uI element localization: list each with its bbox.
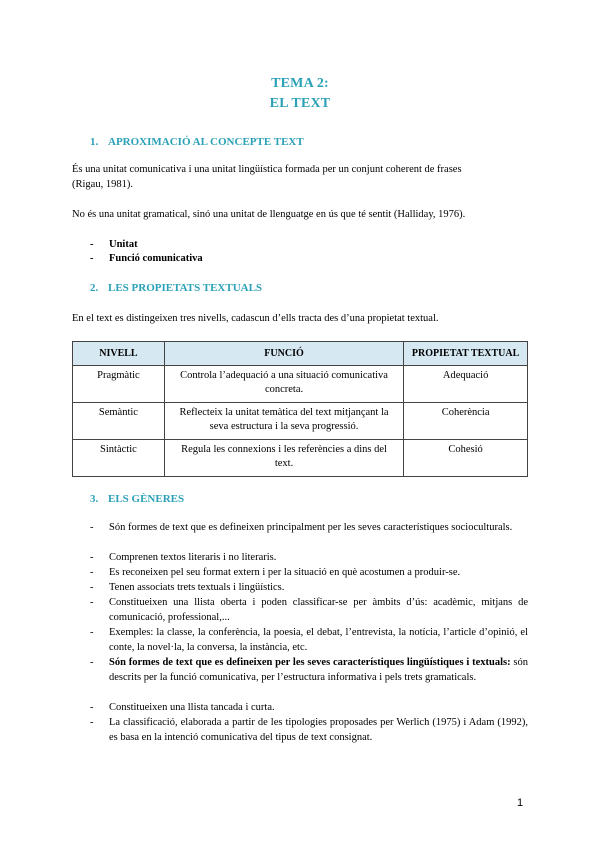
section-1-title: APROXIMACIÓ AL CONCEPTE TEXT: [108, 136, 304, 148]
list-item: [90, 565, 528, 580]
section-2-title: LES PROPIETATS TEXTUALS: [108, 282, 263, 294]
table-row: [73, 403, 528, 440]
bullet-dash: -: [90, 567, 94, 578]
cell-funcio: Controla l’adequació a una situació comunicativa concreta.: [164, 366, 403, 403]
table-row: [73, 440, 528, 477]
section-1-paragraph-1-line-2: (Rigau, 1981).: [72, 179, 133, 190]
bullet-dash: -: [90, 522, 94, 533]
properties-table: [72, 341, 528, 477]
table-row: [73, 366, 528, 403]
section-1-paragraph-1-line-1: És una unitat comunicativa i una unitat lingüística formada per un conjunt coherent de frases: [72, 164, 462, 175]
cell-nivell: Semàntic: [73, 403, 165, 440]
section-2-heading: [90, 282, 262, 294]
list-item: [90, 550, 528, 565]
list-item-text: Constitueixen una llista tancada i curta.: [109, 702, 275, 713]
document-subtitle: EL TEXT: [269, 96, 331, 111]
bullet-dash: -: [90, 253, 94, 264]
bullet-dash: -: [90, 717, 94, 728]
section-3-heading: [90, 493, 184, 505]
cell-propietat: Adequació: [404, 366, 528, 403]
column-header-nivell: NIVELL: [73, 342, 165, 366]
section-1-paragraph-1: [72, 162, 528, 192]
page-number: 1: [517, 797, 524, 809]
list-item-text: Es reconeixen pel seu format extern i per la situació en què acostumen a produir-se.: [109, 567, 461, 578]
list-item: [90, 715, 528, 745]
bullet-dash: -: [90, 702, 94, 713]
section-3-title: ELS GÈNERES: [108, 493, 185, 505]
bullet-dash: -: [90, 597, 94, 608]
section-2-intro: En el text es distingeixen tres nivells, cadascun d’ells tracta des d’una propietat textual.: [72, 313, 439, 324]
cell-funcio: Reflecteix la unitat temàtica del text mitjançant la seva estructura i la seva progressió.: [164, 403, 403, 440]
bullet-dash: -: [90, 582, 94, 593]
list-item-text: Unitat: [109, 239, 138, 250]
list-item-rest-text: són descrits per la funció comunicativa, per l’estructura informativa i pels trets gramaticals.: [109, 657, 528, 683]
section-1-heading: [90, 136, 304, 148]
bullet-dash: -: [90, 239, 94, 250]
list-item-text: Constitueixen una llista oberta i poden classificar-se per àmbits d’ús: acadèmic, mitjans de comunicació, professional,...: [109, 597, 528, 623]
list-item: [90, 625, 528, 655]
list-item: [90, 580, 528, 595]
cell-propietat: Coherència: [404, 403, 528, 440]
section-3-number: 3.: [90, 493, 99, 505]
list-item: [90, 251, 528, 266]
cell-propietat: Cohesió: [404, 440, 528, 477]
section-1-number: 1.: [90, 136, 99, 148]
bullet-dash: -: [90, 552, 94, 563]
cell-nivell: Pragmàtic: [73, 366, 165, 403]
table-header-row: [73, 342, 528, 366]
list-item: [90, 700, 528, 715]
column-header-funcio: FUNCIÓ: [164, 342, 403, 366]
list-item-text: Tenen associats trets textuals i lingüístics.: [109, 582, 285, 593]
list-item-text: Exemples: la classe, la conferència, la poesia, el debat, l’entrevista, la notícia, l’article d’opinió, el conte, la novel·la, la conversa, la instància, etc.: [109, 627, 528, 653]
column-header-propietat: PROPIETAT TEXTUAL: [404, 342, 528, 366]
bullet-dash: -: [90, 627, 94, 638]
list-item: [90, 655, 528, 685]
list-item-text: Comprenen textos literaris i no literaris.: [109, 552, 277, 563]
list-item-text: [109, 655, 528, 685]
list-item-bold-text: Són formes de text que es defineixen per les seves característiques lingüístiques i textuals:: [109, 657, 511, 668]
list-item: [90, 595, 528, 625]
list-item-text: Funció comunicativa: [109, 253, 203, 264]
list-item-text: Són formes de text que es defineixen principalment per les seves característiques socioculturals.: [109, 522, 513, 533]
list-item-text: La classificació, elaborada a partir de les tipologies proposades per Werlich (1975) i Adam (1992), es basa en la intenció comunicativa del tipus de text consignat.: [109, 717, 528, 743]
section-1-paragraph-2: No és una unitat gramatical, sinó una unitat de llenguatge en ús que té sentit (Halliday, 1976).: [72, 209, 466, 220]
section-2-number: 2.: [90, 282, 99, 294]
document-title: TEMA 2:: [271, 76, 329, 91]
bullet-dash: -: [90, 657, 94, 668]
cell-funcio: Regula les connexions i les referències a dins del text.: [164, 440, 403, 477]
cell-nivell: Sintàctic: [73, 440, 165, 477]
list-item: [90, 237, 528, 252]
list-item: [90, 520, 528, 535]
